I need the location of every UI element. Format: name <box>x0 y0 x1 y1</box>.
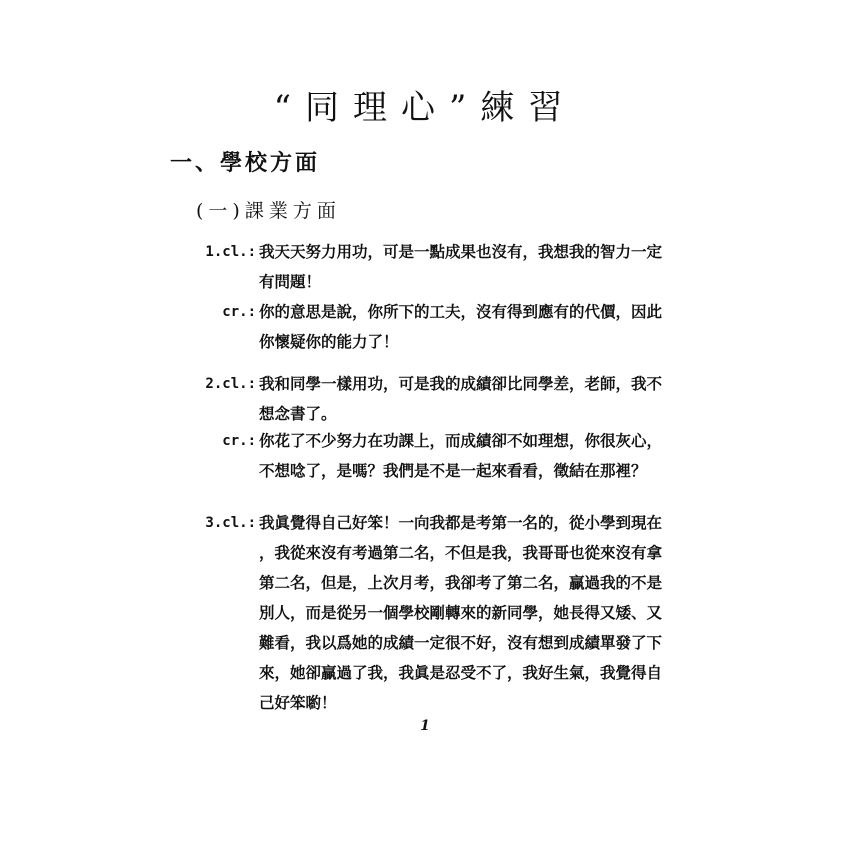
client-line: 想念書了。 <box>259 404 337 423</box>
client-line: 有問題！ <box>259 272 322 291</box>
counselor-line: 你懷疑你的能力了！ <box>259 332 399 351</box>
counselor-label: cr.: <box>222 433 256 449</box>
counselor-line: 你花了不少努力在功課上，而成績卻不如理想，你很灰心， <box>259 431 663 450</box>
client-line: 別人，而是從另一個學校剛轉來的新同學，她長得又矮、又 <box>259 603 663 622</box>
client-line: ，我從來沒有考過第二名，不但是我，我哥哥也從來沒有拿 <box>259 543 663 562</box>
client-line: 己好笨喲！ <box>259 693 337 712</box>
counselor-line: 不想唸了，是嗎？我們是不是一起來看看，徵結在那裡？ <box>259 461 647 480</box>
counselor-label: cr.: <box>222 304 256 320</box>
client-label: 3.cl.: <box>205 515 256 531</box>
client-label: 1.cl.: <box>205 244 256 260</box>
section-heading: 一、學校方面 <box>170 151 321 176</box>
sub-heading: (一)課業方面 <box>196 200 341 222</box>
client-line: 第二名，但是，上次月考，我卻考了第二名，贏過我的不是 <box>259 573 663 592</box>
client-line: 我天天努力用功，可是一點成果也沒有，我想我的智力一定 <box>259 242 663 261</box>
page-title: “同理心”練習 <box>273 88 577 128</box>
counselor-line: 你的意思是說，你所下的工夫，沒有得到應有的代價，因此 <box>259 302 663 321</box>
client-label: 2.cl.: <box>205 376 256 392</box>
page-number: 1 <box>420 718 430 734</box>
client-line: 難看，我以爲她的成績一定很不好，沒有想到成績單發了下 <box>259 633 663 652</box>
client-line: 我和同學一樣用功，可是我的成績卻比同學差，老師，我不 <box>259 374 663 393</box>
client-line: 來，她卻贏過了我，我眞是忍受不了，我好生氣，我覺得自 <box>259 663 663 682</box>
client-line: 我眞覺得自己好笨！一向我都是考第一名的，從小學到現在 <box>259 513 663 532</box>
